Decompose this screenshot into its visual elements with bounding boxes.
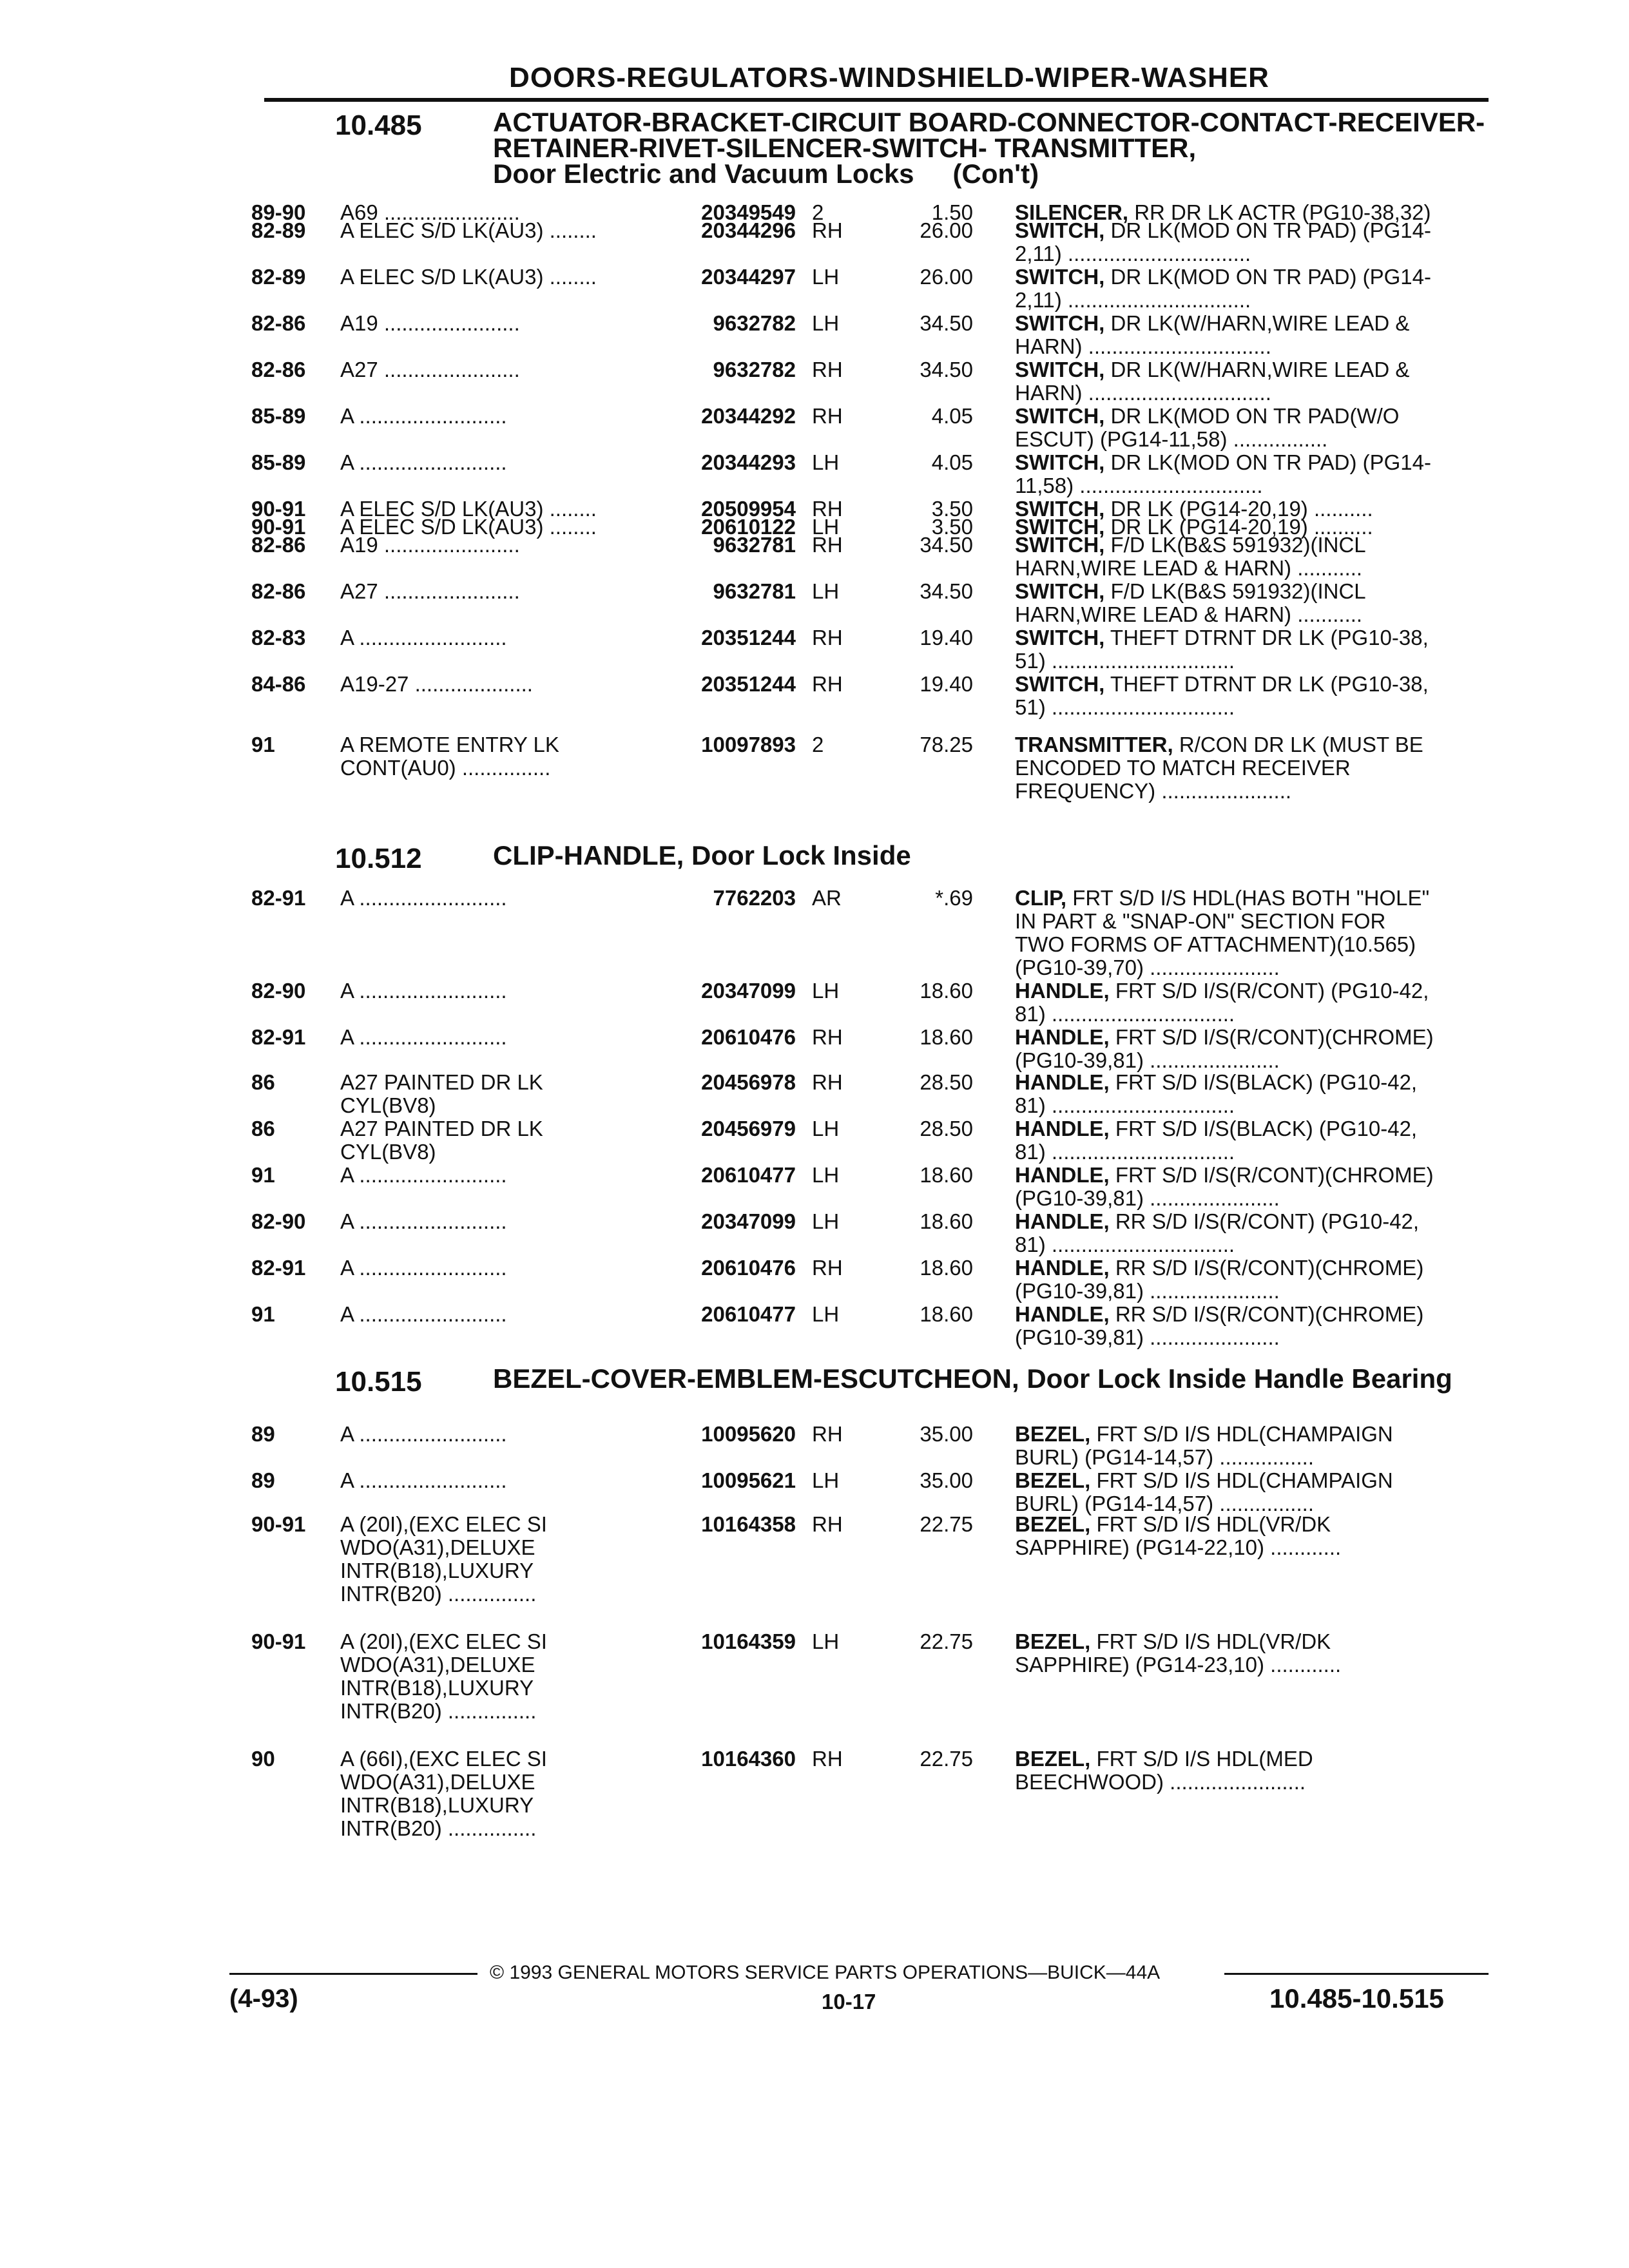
application-description: A ......................... [340,1302,507,1326]
application-description: A27 ....................... [340,358,520,381]
part-number: 20610476 [701,1256,796,1280]
year-range: 85-89 [251,450,306,474]
part-name [1015,219,1489,265]
header-rule [264,98,1489,102]
footer-copyright: © 1993 GENERAL MOTORS SERVICE PARTS OPERATIONS—BUICK—44A [490,1962,1161,1983]
part-name-keyword: SWITCH, [1015,626,1105,649]
year-range: 86 [251,1117,275,1140]
part-number: 9632781 [713,579,796,603]
part-name-keyword: BEZEL, [1015,1422,1091,1446]
footer-rule-left [229,1973,477,1975]
year-range: 82-86 [251,311,306,335]
application-description: A ......................... [340,886,507,910]
price: 18.60 [920,979,973,1003]
part-name [1015,626,1489,673]
price: 18.60 [920,1256,973,1280]
part-name-detail: DR LK (PG14-20,19) .......... [1110,497,1373,521]
section-number: 10.485 [335,110,422,141]
year-range: 91 [251,733,275,756]
application-description: A ELEC S/D LK(AU3) ........ [340,265,597,289]
part-name-keyword: BEZEL, [1015,1747,1091,1771]
part-name-keyword: HANDLE, [1015,1163,1110,1187]
price: 34.50 [920,358,973,381]
part-number: 9632781 [713,533,796,557]
part-number: 9632782 [713,358,796,381]
quantity: LH [812,1302,840,1326]
year-range: 82-91 [251,886,306,910]
part-number: 20610122 [701,515,796,539]
quantity: RH [812,626,843,649]
part-number: 20344293 [701,450,796,474]
part-number: 10164359 [701,1629,796,1653]
part-number: 20344296 [701,218,796,242]
part-name-detail: FRT S/D I/S(BLACK) (PG10-42, 81) ............................... [1015,1117,1418,1164]
quantity: LH [812,1468,840,1492]
section-number: 10.515 [335,1366,422,1398]
application-description: A ......................... [340,1163,507,1187]
part-name-detail: FRT S/D I/S(R/CONT)(CHROME) (PG10-39,81) ...................... [1015,1025,1434,1072]
quantity: RH [812,533,843,557]
year-range: 90-91 [251,515,306,539]
application-description: A (66I),(EXC ELEC SI WDO(A31),DELUXE INTR(B18),LUXURY INTR(B20) ............... [340,1747,547,1840]
year-range: 91 [251,1163,275,1187]
part-number: 20610477 [701,1302,796,1326]
part-name-keyword: SWITCH, [1015,672,1105,696]
quantity: 2 [812,733,824,756]
footer-section-range: 10.485-10.515 [1269,1983,1444,2013]
part-name-detail: FRT S/D I/S HDL(CHAMPAIGN BURL) (PG14-14,57) ................ [1015,1468,1393,1515]
part-name-keyword: SWITCH, [1015,358,1105,381]
part-number: 20344297 [701,265,796,289]
footer-rule-right [1224,1973,1489,1975]
footer-date: (4-93) [229,1984,298,2013]
quantity: LH [812,1117,840,1140]
part-number: 10097893 [701,733,796,756]
part-name-detail: DR LK(MOD ON TR PAD(W/O ESCUT) (PG14-11,58) ................ [1015,404,1400,451]
application-description: A ELEC S/D LK(AU3) ........ [340,497,597,521]
application-description: A ......................... [340,1468,507,1492]
part-name-detail: DR LK(MOD ON TR PAD) (PG14- 2,11) ............................... [1015,218,1431,265]
part-number: 20456978 [701,1070,796,1094]
part-number: 10164360 [701,1747,796,1771]
part-row [251,887,1489,977]
section-title-block [493,107,1498,189]
part-name [1015,1423,1489,1469]
year-range: 82-83 [251,626,306,649]
part-name-detail: FRT S/D I/S HDL(MED BEECHWOOD) ....................... [1015,1747,1313,1794]
part-number: 20349549 [701,200,796,224]
part-number: 20351244 [701,672,796,696]
price: 34.50 [920,311,973,335]
application-description: A27 PAINTED DR LK CYL(BV8) [340,1117,543,1164]
part-number: 7762203 [713,886,796,910]
price: 26.00 [920,218,973,242]
part-name [1015,405,1489,451]
price: 18.60 [920,1302,973,1326]
quantity: RH [812,1256,843,1280]
part-number: 20610476 [701,1025,796,1049]
quantity: LH [812,1163,840,1187]
part-name-detail: FRT S/D I/S HDL(VR/DK SAPPHIRE) (PG14-23,10) ............ [1015,1629,1342,1677]
year-range: 89-90 [251,200,306,224]
quantity: LH [812,1209,840,1233]
part-name [1015,451,1489,497]
part-name-detail: FRT S/D I/S(R/CONT)(CHROME) (PG10-39,81) ...................... [1015,1163,1434,1210]
part-name [1015,265,1489,312]
application-description: A27 PAINTED DR LK CYL(BV8) [340,1070,543,1117]
application-description: A ......................... [340,1256,507,1280]
application-description: A ......................... [340,1209,507,1233]
part-name-keyword: BEZEL, [1015,1468,1091,1492]
year-range: 82-86 [251,579,306,603]
part-name-keyword: HANDLE, [1015,1025,1110,1049]
application-description: A (20I),(EXC ELEC SI WDO(A31),DELUXE INTR(B18),LUXURY INTR(B20) ............... [340,1629,547,1723]
part-number: 20347099 [701,979,796,1003]
part-name [1015,533,1489,580]
section-number: 10.512 [335,843,422,874]
part-name-detail: RR DR LK ACTR (PG10-38,32) [1134,200,1431,224]
part-name-keyword: HANDLE, [1015,1209,1110,1233]
part-name-keyword: SWITCH, [1015,218,1105,242]
price: 22.75 [920,1747,973,1771]
section-title: BEZEL-COVER-EMBLEM-ESCUTCHEON, Door Lock Inside Handle Bearing [493,1363,1452,1394]
section-title: CLIP-HANDLE, Door Lock Inside [493,840,911,870]
price: 18.60 [920,1025,973,1049]
part-name-keyword: SWITCH, [1015,265,1105,289]
price: 19.40 [920,626,973,649]
price: 3.50 [931,515,973,539]
part-name-keyword: HANDLE, [1015,979,1110,1003]
application-description: A ELEC S/D LK(AU3) ........ [340,515,597,539]
part-row [251,1512,1489,1606]
part-name-detail: FRT S/D I/S(R/CONT) (PG10-42, 81) ............................... [1015,979,1429,1026]
quantity: RH [812,672,843,696]
part-number: 10164358 [701,1512,796,1536]
part-number: 20456979 [701,1117,796,1140]
section-title-block [493,840,1498,870]
quantity: LH [812,450,840,474]
part-name [1015,1071,1489,1117]
price: 35.00 [920,1422,973,1446]
year-range: 82-89 [251,265,306,289]
part-name [1015,1210,1489,1256]
quantity: RH [812,218,843,242]
quantity: LH [812,265,840,289]
part-name-keyword: SWITCH, [1015,515,1105,539]
year-range: 82-91 [251,1025,306,1049]
year-range: 82-86 [251,533,306,557]
quantity: RH [812,1747,843,1771]
price: 78.25 [920,733,973,756]
application-description: A19 ....................... [340,311,520,335]
part-name-keyword: SWITCH, [1015,404,1105,428]
part-name-detail: RR S/D I/S(R/CONT) (PG10-42, 81) ............................... [1015,1209,1420,1256]
part-name [1015,1117,1489,1164]
application-description: A ......................... [340,626,507,649]
price: 34.50 [920,533,973,557]
part-name-detail: R/CON DR LK (MUST BE ENCODED TO MATCH RECEIVER FREQUENCY) ...................... [1015,733,1423,803]
quantity: AR [812,886,842,910]
price: 22.75 [920,1512,973,1536]
part-name [1015,673,1489,719]
year-range: 90-91 [251,497,306,521]
part-name-keyword: HANDLE, [1015,1117,1110,1140]
price: 1.50 [931,200,973,224]
year-range: 85-89 [251,404,306,428]
quantity: LH [812,579,840,603]
application-description: A REMOTE ENTRY LK CONT(AU0) ............... [340,733,559,780]
application-description: A19 ....................... [340,533,520,557]
quantity: LH [812,1629,840,1653]
application-description: A ......................... [340,979,507,1003]
price: 4.05 [931,404,973,428]
application-description: A ......................... [340,404,507,428]
part-name-keyword: CLIP, [1015,886,1067,910]
page-title: DOORS-REGULATORS-WINDSHIELD-WIPER-WASHER [509,62,1269,93]
year-range: 90-91 [251,1512,306,1536]
part-row [251,733,1489,823]
part-name-keyword: SWITCH, [1015,579,1105,603]
page-header [264,62,1489,102]
price: 34.50 [920,579,973,603]
quantity: RH [812,1512,843,1536]
part-name-keyword: BEZEL, [1015,1629,1091,1653]
quantity: RH [812,404,843,428]
application-description: A69 ....................... [340,200,520,224]
part-name-detail: THEFT DTRNT DR LK (PG10-38, 51) ............................... [1015,672,1429,719]
part-name [1015,887,1489,979]
part-name [1015,1026,1489,1072]
price: 26.00 [920,265,973,289]
year-range: 91 [251,1302,275,1326]
part-name [1015,1747,1489,1794]
application-description: A ......................... [340,1025,507,1049]
part-name [1015,1256,1489,1303]
part-name [1015,580,1489,626]
part-name [1015,312,1489,358]
part-name-detail: DR LK(MOD ON TR PAD) (PG14- 2,11) ............................... [1015,265,1431,312]
part-number: 10095620 [701,1422,796,1446]
part-name [1015,1513,1489,1559]
part-name-detail: DR LK(W/HARN,WIRE LEAD & HARN) ............................... [1015,358,1410,405]
part-name-detail: F/D LK(B&S 591932)(INCL HARN,WIRE LEAD & HARN) ........... [1015,579,1366,626]
part-row [251,1747,1489,1838]
quantity: RH [812,497,843,521]
year-range: 84-86 [251,672,306,696]
part-name [1015,358,1489,405]
part-name [1015,1164,1489,1210]
part-name-keyword: SWITCH, [1015,450,1105,474]
application-description: A (20I),(EXC ELEC SI WDO(A31),DELUXE INTR(B18),LUXURY INTR(B20) ............... [340,1512,547,1606]
quantity: 2 [812,200,824,224]
part-name-keyword: SWITCH, [1015,533,1105,557]
year-range: 86 [251,1070,275,1094]
application-description: A ......................... [340,450,507,474]
part-name-keyword: SILENCER, [1015,200,1129,224]
part-number: 20509954 [701,497,796,521]
quantity: RH [812,1025,843,1049]
year-range: 89 [251,1422,275,1446]
part-name-keyword: HANDLE, [1015,1302,1110,1326]
year-range: 82-90 [251,1209,306,1233]
price: 3.50 [931,497,973,521]
application-description: A ELEC S/D LK(AU3) ........ [340,218,597,242]
part-number: 9632782 [713,311,796,335]
part-number: 20351244 [701,626,796,649]
part-name-detail: DR LK(MOD ON TR PAD) (PG14- 11,58) ............................... [1015,450,1431,497]
part-name-detail: F/D LK(B&S 591932)(INCL HARN,WIRE LEAD & HARN) ........... [1015,533,1366,580]
quantity: LH [812,311,840,335]
part-name-detail: DR LK(W/HARN,WIRE LEAD & HARN) ............................... [1015,311,1410,358]
year-range: 82-90 [251,979,306,1003]
part-number: 20610477 [701,1163,796,1187]
quantity: RH [812,358,843,381]
price: 4.05 [931,450,973,474]
quantity: LH [812,979,840,1003]
part-number: 10095621 [701,1468,796,1492]
part-name-keyword: HANDLE, [1015,1070,1110,1094]
part-name-detail: FRT S/D I/S HDL(HAS BOTH "HOLE" IN PART & "SNAP-ON" SECTION FOR TWO FORMS OF ATTACHMENT)(10.565) (PG10-39,70) ...................... [1015,886,1430,979]
part-name-detail: RR S/D I/S(R/CONT)(CHROME) (PG10-39,81) ...................... [1015,1302,1424,1349]
footer-page-number: 10-17 [822,1990,876,2013]
price: 19.40 [920,672,973,696]
part-name-detail: FRT S/D I/S(BLACK) (PG10-42, 81) ............................... [1015,1070,1418,1117]
part-name-detail: DR LK (PG14-20,19) .......... [1110,515,1373,539]
section-subtitle: Door Electric and Vacuum Locks [493,159,914,189]
price: 28.50 [920,1070,973,1094]
part-name [1015,979,1489,1026]
part-name-detail: FRT S/D I/S HDL(CHAMPAIGN BURL) (PG14-14,57) ................ [1015,1422,1393,1469]
quantity: LH [812,515,840,539]
year-range: 89 [251,1468,275,1492]
year-range: 82-89 [251,218,306,242]
section-continued: (Con't) [952,159,1039,189]
section-title-block [493,1363,1498,1394]
year-range: 90-91 [251,1629,306,1653]
part-name [1015,1303,1489,1349]
part-name-detail: FRT S/D I/S HDL(VR/DK SAPPHIRE) (PG14-22,10) ............ [1015,1512,1342,1559]
price: 18.60 [920,1209,973,1233]
application-description: A ......................... [340,1422,507,1446]
year-range: 82-91 [251,1256,306,1280]
part-name [1015,1630,1489,1677]
part-name [1015,733,1489,803]
section-title: ACTUATOR-BRACKET-CIRCUIT BOARD-CONNECTOR-CONTACT-RECEIVER-RETAINER-RIVET-SILENCER-SWITCH- TRANSMITTER, [493,107,1485,163]
part-name-detail: THEFT DTRNT DR LK (PG10-38, 51) ............................... [1015,626,1429,673]
price: 22.75 [920,1629,973,1653]
part-name [1015,1469,1489,1515]
price: 35.00 [920,1468,973,1492]
year-range: 82-86 [251,358,306,381]
part-name-keyword: SWITCH, [1015,311,1105,335]
price: 18.60 [920,1163,973,1187]
part-name-keyword: HANDLE, [1015,1256,1110,1280]
part-number: 20344292 [701,404,796,428]
part-name-keyword: TRANSMITTER, [1015,733,1173,756]
application-description: A27 ....................... [340,579,520,603]
part-row [251,1629,1489,1723]
price: *.69 [935,886,973,910]
part-name-keyword: BEZEL, [1015,1512,1091,1536]
part-name-keyword: SWITCH, [1015,497,1105,521]
price: 28.50 [920,1117,973,1140]
quantity: RH [812,1422,843,1446]
quantity: RH [812,1070,843,1094]
application-description: A19-27 .................... [340,672,533,696]
part-name-detail: RR S/D I/S(R/CONT)(CHROME) (PG10-39,81) ...................... [1015,1256,1424,1303]
year-range: 90 [251,1747,275,1771]
part-number: 20347099 [701,1209,796,1233]
